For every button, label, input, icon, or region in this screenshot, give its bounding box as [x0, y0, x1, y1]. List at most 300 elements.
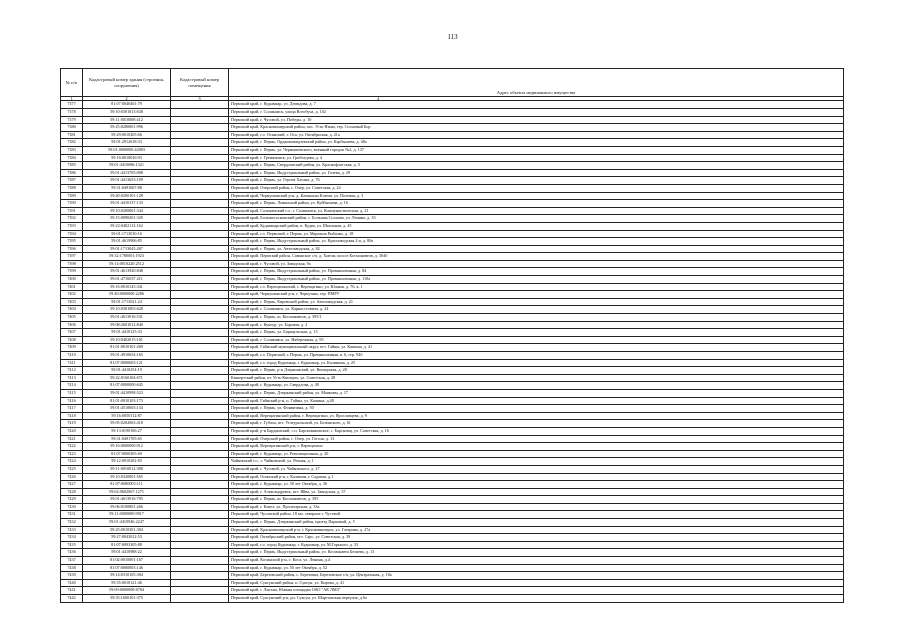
- table-row: [61, 283, 844, 291]
- property-address: Пермский край, г. Александровск, пгт. Яйва, ул. Заводская, д. 37: [229, 488, 844, 496]
- cadastral-number: 59:27:0043012:53: [83, 534, 171, 542]
- property-address: Пермский край, г. Пермь, Дзержинский район, ул. Маяковы, д. 17: [229, 389, 844, 397]
- row-number: 7394: [61, 230, 83, 238]
- table-row: [61, 526, 844, 534]
- table-row: [61, 154, 844, 162]
- cadastral-number: 81:02:0010001:167: [83, 557, 171, 565]
- property-address: Пермский край, Чернушинский р-н, д. Камышлы Ключи, ул. Полевая, д. 3: [229, 192, 844, 200]
- room-cadastral-number: [171, 200, 229, 208]
- property-address: Пермский край, Пермский район, Савинское с/п, д. Хмели, шоссе Космонавтов, д. 304б: [229, 253, 844, 261]
- cadastral-number: 81:07:0000603:121: [83, 359, 171, 367]
- table-row: [61, 306, 844, 314]
- cadastral-number: 59:32:1780001:1923: [83, 253, 171, 261]
- property-address: Пермский край, Осинский р-н, г. Калинин, г. Садовая, д.1: [229, 473, 844, 481]
- row-number: 7400: [61, 276, 83, 284]
- cadastral-number: 81:07:0000305:69: [83, 450, 171, 458]
- table-row: [61, 238, 844, 246]
- table-row: [61, 291, 844, 299]
- row-number: 7412: [61, 367, 83, 375]
- table-row: [61, 595, 844, 603]
- page-number: 113: [447, 33, 458, 41]
- room-cadastral-number: [171, 458, 229, 466]
- table-row: [61, 412, 844, 420]
- table-row: [61, 169, 844, 177]
- property-address: Пермский край, г. Пермь, ш. Космонавтов, д. 395/1: [229, 314, 844, 322]
- property-address: Пермский край, г. Пермь, Индустриальный район, ул. Космонавта Беляева, д. 13: [229, 549, 844, 557]
- room-cadastral-number: [171, 412, 229, 420]
- cadastral-number: 59:01:4613916:531: [83, 314, 171, 322]
- cadastral-number: 81:07:0040401:79: [83, 101, 171, 109]
- property-address: Пермский край, г. Губаха, пгт. Углеуральский, ул. Белинского, д. 61: [229, 420, 844, 428]
- property-address: Пермский край, г.о. Пермский, г. Пермь, ул. Промышленная, в. 6, стр. 94б: [229, 352, 844, 360]
- property-address: Пермский край, г. Соликамск, улица Всеобуча, д. 102: [229, 109, 844, 117]
- cadastral-number: 59:01:4410254:19: [83, 367, 171, 375]
- table-row: [61, 344, 844, 352]
- table-row: [61, 488, 844, 496]
- property-address: Пермский край, Красновишерский район, пос. Усть-Язьва, тер. Сосновый Бор: [229, 124, 844, 132]
- cadastral-number: 59:31:0491607:88: [83, 184, 171, 192]
- cadastral-number: 59:01:4410946:2247: [83, 519, 171, 527]
- table-row: [61, 397, 844, 405]
- cadastral-number: 59:10:0402015:101: [83, 336, 171, 344]
- cadastral-number: 81:07:0080003:111: [83, 481, 171, 489]
- row-number: 7380: [61, 124, 83, 132]
- row-number: 7434: [61, 534, 83, 542]
- cadastral-number: 59:25:0010301:304: [83, 526, 171, 534]
- cadastral-number: 59:10:0301013:638: [83, 109, 171, 117]
- room-cadastral-number: [171, 511, 229, 519]
- cadastral-number: 59:01:4716037:211: [83, 276, 171, 284]
- property-address: Пермский край, г. Чусовой, ул. Заводская, 9а: [229, 260, 844, 268]
- cadastral-number: 59:16:0000000:912: [83, 443, 171, 451]
- row-number: 7433: [61, 526, 83, 534]
- cadastral-number: 59:01:1713021:24: [83, 298, 171, 306]
- row-number: 7423: [61, 450, 83, 458]
- cadastral-number: 59:15:0090201:329: [83, 215, 171, 223]
- table-row: [61, 101, 844, 109]
- room-cadastral-number: [171, 321, 229, 329]
- room-cadastral-number: [171, 169, 229, 177]
- row-number: 7382: [61, 139, 83, 147]
- property-address: Пермский край, г. Кудымкар, ул. 50 лет Октября, д. 36: [229, 481, 844, 489]
- room-cadastral-number: [171, 238, 229, 246]
- row-number: 7426: [61, 473, 83, 481]
- row-number: 7409: [61, 344, 83, 352]
- cadastral-number: 59:16:0010145:341: [83, 283, 171, 291]
- cadastral-number: 81:07:0000000:645: [83, 382, 171, 390]
- row-number: 7384: [61, 154, 83, 162]
- cadastral-number: 59:05:0202063:418: [83, 420, 171, 428]
- cadastral-number: 59:35:0010121:46: [83, 579, 171, 587]
- table-row: [61, 177, 844, 185]
- property-address: Кишертский район, пт. Усть-Кишерть, ул. Советская, д. 28: [229, 374, 844, 382]
- row-number: 7429: [61, 496, 83, 504]
- room-cadastral-number: [171, 260, 229, 268]
- property-address: Пермский край, г.о. Осинский, г. Оса, ул. Октябрьская, д. 21а: [229, 131, 844, 139]
- property-address: Пермский край, г. Гремячинск, ул. Грибоедова, д. 4: [229, 154, 844, 162]
- table-row: [61, 427, 844, 435]
- index-cell: 2: [83, 97, 171, 101]
- room-cadastral-number: [171, 595, 229, 603]
- room-cadastral-number: [171, 557, 229, 565]
- room-cadastral-number: [171, 306, 229, 314]
- table-row: [61, 511, 844, 519]
- row-number: 7378: [61, 109, 83, 117]
- row-number: 7418: [61, 412, 83, 420]
- room-cadastral-number: [171, 534, 229, 542]
- room-cadastral-number: [171, 162, 229, 170]
- row-number: 7393: [61, 222, 83, 230]
- room-cadastral-number: [171, 352, 229, 360]
- cadastral-number: 59:01:4410137:133: [83, 200, 171, 208]
- room-cadastral-number: [171, 503, 229, 511]
- table-row: [61, 139, 844, 147]
- cadastral-number: 59:09:0000000:6784: [83, 587, 171, 595]
- property-address: Пермский край, г. Соликамск, ул. Карнасстовича, д. 24: [229, 306, 844, 314]
- table-row: [61, 549, 844, 557]
- room-cadastral-number: [171, 177, 229, 185]
- table-row: [61, 321, 844, 329]
- table-row: [61, 496, 844, 504]
- table-row: [61, 215, 844, 223]
- row-number: 7395: [61, 238, 83, 246]
- property-address: Пермский край, Суксунский р-н, рп. Суксун, ул. Шарташская переулок, д.6а: [229, 595, 844, 603]
- table-row: [61, 298, 844, 306]
- row-number: 7417: [61, 405, 83, 413]
- table-row: [61, 207, 844, 215]
- table-row: [61, 192, 844, 200]
- index-cell: 3: [171, 97, 229, 101]
- room-cadastral-number: [171, 481, 229, 489]
- row-number: 7403: [61, 298, 83, 306]
- room-cadastral-number: [171, 222, 229, 230]
- room-cadastral-number: [171, 496, 229, 504]
- property-address: Пермский край, г. Пермь, Свердловский район, ул. Краснофлотская, д. 3: [229, 162, 844, 170]
- row-number: 7424: [61, 458, 83, 466]
- header-cad-building: Кадастровый номер здания (строения, сооружения): [83, 69, 171, 97]
- cadastral-number: 59:02:0602067:1271: [83, 488, 171, 496]
- row-number: 7387: [61, 177, 83, 185]
- property-address: Пермский край, г.о. Пермский, г. Пермь, ул. Маршала Рыбалко, д. 18: [229, 230, 844, 238]
- row-number: 7377: [61, 101, 83, 109]
- cadastral-number: 59:01:4410998:523: [83, 389, 171, 397]
- row-number: 7416: [61, 397, 83, 405]
- room-cadastral-number: [171, 541, 229, 549]
- row-number: 7398: [61, 260, 83, 268]
- property-address: Пермский край, г. Чусовой, ул. Победы, д. 10: [229, 116, 844, 124]
- header-cad-room: Кадастровый номер помещения: [171, 69, 229, 97]
- table-row: [61, 503, 844, 511]
- property-address: Пермский край, г.о. Верещагинский, г. Верещагино, ул. Южная, д. 76, к. 1: [229, 283, 844, 291]
- row-number: 7427: [61, 481, 83, 489]
- cadastral-number: 59:35:1600101:375: [83, 595, 171, 603]
- room-cadastral-number: [171, 124, 229, 132]
- cadastral-number: 59:40:0000000:2286: [83, 291, 171, 299]
- row-number: 7421: [61, 435, 83, 443]
- table-row: [61, 534, 844, 542]
- room-cadastral-number: [171, 427, 229, 435]
- cadastral-number: 59:22:0402112:162: [83, 222, 171, 230]
- row-number: 7410: [61, 352, 83, 360]
- property-address: Пермский край, Очерский район, г. Очер, ул. Советская, д. 22: [229, 184, 844, 192]
- table-row: [61, 481, 844, 489]
- row-number: 7430: [61, 503, 83, 511]
- row-number: 7397: [61, 253, 83, 261]
- row-number: 7407: [61, 329, 83, 337]
- table-row: [61, 184, 844, 192]
- room-cadastral-number: [171, 109, 229, 117]
- cadastral-number: 81:07:0000003:146: [83, 564, 171, 572]
- header-num: № п/п: [61, 69, 83, 97]
- table-row: [61, 443, 844, 451]
- property-address: Пермский край, г. Пермь, ул. Фонвизина, д. 50: [229, 405, 844, 413]
- cadastral-number: 59:29:0010205:66: [83, 131, 171, 139]
- row-number: 7408: [61, 336, 83, 344]
- room-cadastral-number: [171, 579, 229, 587]
- table-row: [61, 541, 844, 549]
- cadastral-number: 59:25:0280001:996: [83, 124, 171, 132]
- row-number: 7405: [61, 314, 83, 322]
- cadastral-number: 59:14:0010220:2512: [83, 260, 171, 268]
- property-address: Пермский край, г. Пермь, Индустриальный район, ул. Промышленная, д. 110а: [229, 276, 844, 284]
- table-row: [61, 146, 844, 154]
- property-address: Пермский край, Березовский район, с. Березовка, Березовское с/п, ул. Центральная, д. 10а: [229, 572, 844, 580]
- row-number: 7399: [61, 268, 83, 276]
- cadastral-number: 59:31:0491705:65: [83, 435, 171, 443]
- row-number: 7396: [61, 245, 83, 253]
- cadastral-number: 59:01:4410988:22: [83, 549, 171, 557]
- row-number: 7428: [61, 488, 83, 496]
- row-number: 7401: [61, 283, 83, 291]
- row-number: 7437: [61, 557, 83, 565]
- property-address: Пермский край, г. Пермь, ул. Барнаульская, д. 13: [229, 329, 844, 337]
- property-address: Пермский край, г. Пермь, ул. Автозаводская, д. 82: [229, 245, 844, 253]
- cadastral-number: 59:01:1713010:16: [83, 230, 171, 238]
- table-row: [61, 230, 844, 238]
- room-cadastral-number: [171, 276, 229, 284]
- table-row: [61, 314, 844, 322]
- room-cadastral-number: [171, 230, 229, 238]
- cadastral-number: 59:12:0010202:83: [83, 458, 171, 466]
- room-cadastral-number: [171, 443, 229, 451]
- table-row: [61, 587, 844, 595]
- property-address: Пермский край, Октябрьский район, пгт. Сарс, ул. Советская, д. 39: [229, 534, 844, 542]
- table-row: [61, 260, 844, 268]
- room-cadastral-number: [171, 488, 229, 496]
- room-cadastral-number: [171, 314, 229, 322]
- cadastral-number: 59:06:0100801:266: [83, 503, 171, 511]
- property-address: Пермский край, Гайнский р-н, п. Гайны, ул. Кашина, д.40: [229, 397, 844, 405]
- table-row: [61, 564, 844, 572]
- cadastral-number: 59:10:0301003:628: [83, 306, 171, 314]
- table-row: [61, 367, 844, 375]
- row-number: 7441: [61, 587, 83, 595]
- room-cadastral-number: [171, 572, 229, 580]
- table-row: [61, 268, 844, 276]
- room-cadastral-number: [171, 139, 229, 147]
- table-row: [61, 465, 844, 473]
- room-cadastral-number: [171, 450, 229, 458]
- table-row: [61, 389, 844, 397]
- cadastral-number: 59:01:4410686:1321: [83, 162, 171, 170]
- property-address: Пермский край, Очерский район, г. Очер, ул. Гоголя, д. 13: [229, 435, 844, 443]
- table-row: [61, 245, 844, 253]
- room-cadastral-number: [171, 367, 229, 375]
- property-address: Пермский край, г. Пермь, Дзержинский район, проезд Парковый, д. 5: [229, 519, 844, 527]
- property-address: Чайковский г.о., г. Чайковский, ул. Речная, д. 1: [229, 458, 844, 466]
- row-number: 7432: [61, 519, 83, 527]
- index-cell: 4: [229, 97, 844, 101]
- room-cadastral-number: [171, 192, 229, 200]
- room-cadastral-number: [171, 336, 229, 344]
- row-number: 7442: [61, 595, 83, 603]
- room-cadastral-number: [171, 549, 229, 557]
- room-cadastral-number: [171, 298, 229, 306]
- property-address: Пермский край, г. Кудымкар, ул. Демидова, д. 7: [229, 101, 844, 109]
- room-cadastral-number: [171, 397, 229, 405]
- row-number: 7413: [61, 374, 83, 382]
- table-row: [61, 420, 844, 428]
- room-cadastral-number: [171, 344, 229, 352]
- room-cadastral-number: [171, 184, 229, 192]
- table-row: [61, 405, 844, 413]
- cadastral-number: 59:11:0010012:388: [83, 465, 171, 473]
- cadastral-number: 59:11:0010008:412: [83, 116, 171, 124]
- room-cadastral-number: [171, 131, 229, 139]
- property-address: Пермский край, г. Кудымкар, ул. Революционная, д. 20: [229, 450, 844, 458]
- property-address: Пермский край, г. Пермь, Орджоникидзевский район, ул. Карбышева, д. 48а: [229, 139, 844, 147]
- row-number: 7425: [61, 465, 83, 473]
- cadastral-number: 59:08:2601012:840: [83, 321, 171, 329]
- cadastral-number: 59:01:0000000:42003: [83, 146, 171, 154]
- room-cadastral-number: [171, 359, 229, 367]
- room-cadastral-number: [171, 215, 229, 223]
- cadastral-number: 59:16:0050112:87: [83, 412, 171, 420]
- property-address: Пермский край, г. Лысьва, Южная площадка ОАО "АК ЛМЗ": [229, 587, 844, 595]
- row-number: 7383: [61, 146, 83, 154]
- cadastral-number: 59:01:4410125:33: [83, 329, 171, 337]
- table-row: [61, 200, 844, 208]
- property-register-table: [60, 68, 844, 603]
- row-number: 7436: [61, 549, 83, 557]
- row-number: 7440: [61, 579, 83, 587]
- row-number: 7392: [61, 215, 83, 223]
- room-cadastral-number: [171, 526, 229, 534]
- row-number: 7420: [61, 427, 83, 435]
- row-number: 7379: [61, 116, 83, 124]
- table-row: [61, 374, 844, 382]
- row-number: 7389: [61, 192, 83, 200]
- cadastral-number: 59:22:0160104:671: [83, 374, 171, 382]
- index-cell: 1: [61, 97, 83, 101]
- row-number: 7438: [61, 564, 83, 572]
- table-row: [61, 336, 844, 344]
- cadastral-number: 81:01:0010103:173: [83, 397, 171, 405]
- property-address: Пермский край, г. Пермь, Кировский район, ул. Автозаводская, д. 21: [229, 298, 844, 306]
- row-number: 7415: [61, 389, 83, 397]
- room-cadastral-number: [171, 405, 229, 413]
- room-cadastral-number: [171, 283, 229, 291]
- property-address: Пермский край, Гайнский муниципальный округ, пгт. Гайны, ул. Кашина, д. 41: [229, 344, 844, 352]
- property-address: Пермский край, г. Пермь, Индустриальный район, ул. Промышленная, д. 84: [229, 268, 844, 276]
- cadastral-number: 59:14:0310105:304: [83, 572, 171, 580]
- room-cadastral-number: [171, 268, 229, 276]
- property-address: Пермский край, Верещагинский район, г. Верещагино, ул. Ярославцева, д. 9: [229, 412, 844, 420]
- cadastral-number: 59:01:4619906:85: [83, 238, 171, 246]
- room-cadastral-number: [171, 435, 229, 443]
- table-row: [61, 352, 844, 360]
- cadastral-number: 59:01:4613920:848: [83, 268, 171, 276]
- table-row: [61, 572, 844, 580]
- table-row: [61, 359, 844, 367]
- cadastral-number: 59:01:4413653:109: [83, 177, 171, 185]
- property-address: Пермский край, г.о. город Кудымкар, г. Кудымкар, ул. М.Горького, д. 33: [229, 541, 844, 549]
- property-address: Пермский край, г. Кудымкар, ул. Свердлова, д. 49: [229, 382, 844, 390]
- table-row: [61, 329, 844, 337]
- cadastral-number: 59:11:0000000:9917: [83, 511, 171, 519]
- room-cadastral-number: [171, 146, 229, 154]
- row-number: 7381: [61, 131, 83, 139]
- property-address: Пермский край, Кудымкарский район, п. Кудва, ул. Школьная, д. 45: [229, 222, 844, 230]
- table-row: [61, 124, 844, 132]
- cadastral-number: 81:01:0010101:269: [83, 344, 171, 352]
- cadastral-number: 59:01:1713045:267: [83, 245, 171, 253]
- table-body: [61, 101, 844, 602]
- property-address: Пермский край, Соликамский г.о., г. Соликамск, ул. Коммунистическая, д. 21: [229, 207, 844, 215]
- room-cadastral-number: [171, 564, 229, 572]
- room-cadastral-number: [171, 116, 229, 124]
- property-address: Пермский край, Чусовской район, 18 км. северное г. Чусовой: [229, 511, 844, 519]
- table-row: [61, 450, 844, 458]
- property-address: Пермский край, г. Кудымкар, ул. 50 лет Октября, д. 52: [229, 564, 844, 572]
- table-row: [61, 557, 844, 565]
- table-row: [61, 109, 844, 117]
- property-address: Пермский край, Красновишерский р-н, г. Красновишерск, ул. Гагарина, д. 27а: [229, 526, 844, 534]
- cadastral-number: 59:40:0200101:128: [83, 192, 171, 200]
- row-number: 7414: [61, 382, 83, 390]
- table-row: [61, 276, 844, 284]
- room-cadastral-number: [171, 587, 229, 595]
- cadastral-number: 59:10:0320001:565: [83, 473, 171, 481]
- table-row: [61, 116, 844, 124]
- room-cadastral-number: [171, 465, 229, 473]
- table-row: [61, 131, 844, 139]
- row-number: 7390: [61, 200, 83, 208]
- property-address: Пермский край, г. Пермь, Индустриальный район, ул. Голева, д. 29: [229, 169, 844, 177]
- property-address: Пермский край, Суксунский район, п. Суксун, ул. Кирова, д. 41: [229, 579, 844, 587]
- property-address: Пермский край, Большесосновский район, с. Большая Соснова, ул. Ленина, д. 33: [229, 215, 844, 223]
- property-address: Пермский край, г. Пермь, Ленинский район, ул. Куйбышева, д. 16: [229, 200, 844, 208]
- table-row: [61, 382, 844, 390]
- property-address: Пермский край, р-н Бардымский, с.п. Барсковиковское, с. Барсковщ, ул. Советская, д. 16: [229, 427, 844, 435]
- room-cadastral-number: [171, 519, 229, 527]
- cadastral-number: 59:01:4613916:705: [83, 496, 171, 504]
- cadastral-number: 59:13:0190106:27: [83, 427, 171, 435]
- property-address: Пермский край, г. Пермь, ул. Героев Хасана, д. 76: [229, 177, 844, 185]
- room-cadastral-number: [171, 154, 229, 162]
- property-address: Пермский край, г. Пермь, ш. Космонавтов, д. 395: [229, 496, 844, 504]
- room-cadastral-number: [171, 382, 229, 390]
- table-row: [61, 435, 844, 443]
- room-cadastral-number: [171, 253, 229, 261]
- property-address: Пермский край, г. Чусовой, ул. Чайковского, д. 27: [229, 465, 844, 473]
- cadastral-number: 59:01:4510603:134: [83, 405, 171, 413]
- room-cadastral-number: [171, 374, 229, 382]
- row-number: 7404: [61, 306, 83, 314]
- row-number: 7388: [61, 184, 83, 192]
- room-cadastral-number: [171, 389, 229, 397]
- row-number: 7431: [61, 511, 83, 519]
